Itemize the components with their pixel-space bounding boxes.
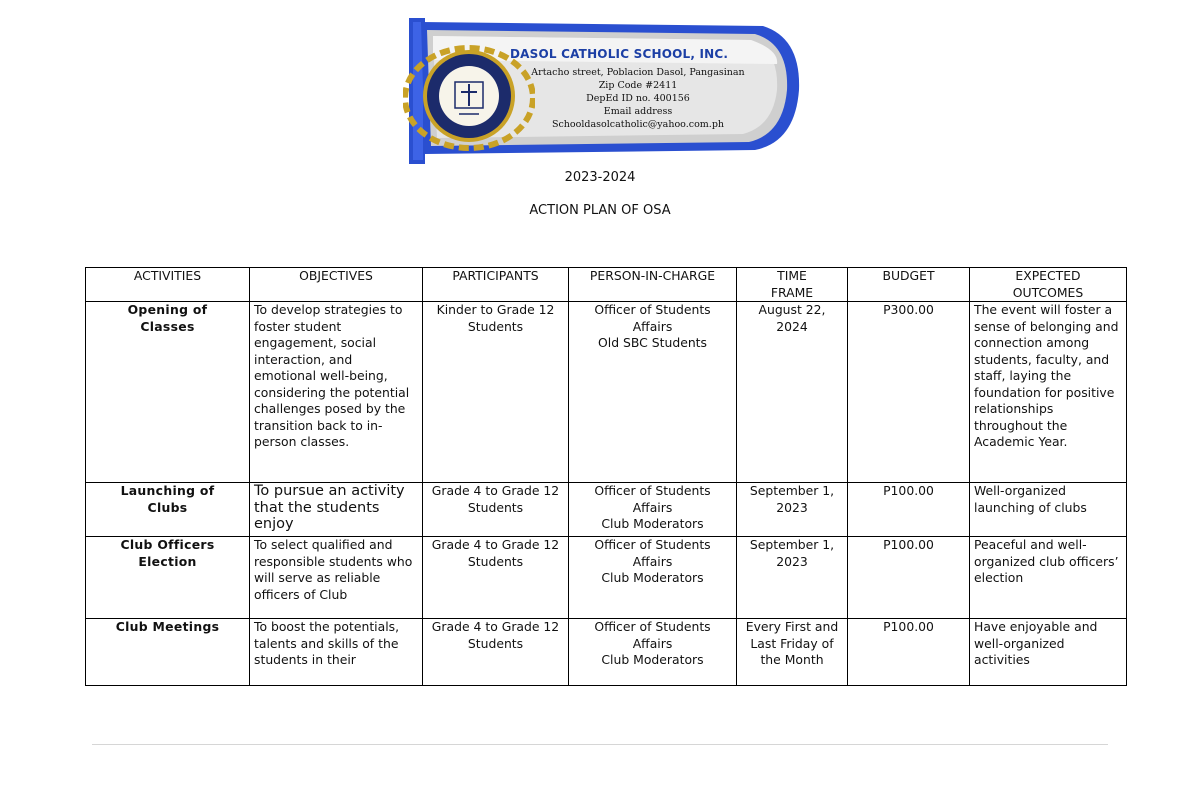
time-frame-cell: September 1, 2023 (737, 483, 848, 537)
budget-cell: P100.00 (848, 619, 970, 686)
header-person-in-charge: PERSON-IN-CHARGE (569, 268, 737, 302)
time-frame-cell: Every First and Last Friday of the Month (737, 619, 848, 686)
document-title: ACTION PLAN OF OSA (529, 203, 671, 218)
person-in-charge-cell (569, 302, 737, 483)
outcomes-cell: Have enjoyable and well-organized activities (970, 619, 1127, 686)
header-time-frame: TIME FRAME (737, 268, 848, 302)
person-line: Officer of Students Affairs Club Moderators (594, 619, 711, 667)
activity-cell: Club Officers Election (86, 537, 250, 619)
person-in-charge-cell (569, 537, 737, 619)
outcomes-cell: Well-organized launching of clubs (970, 483, 1127, 537)
budget-cell: P300.00 (848, 302, 970, 483)
person-in-charge-cell (569, 483, 737, 537)
header-objectives: OBJECTIVES (250, 268, 423, 302)
school-year: 2023-2024 (564, 170, 636, 185)
zip-code-line: Zip Code #2411 (598, 80, 678, 91)
school-address-block (513, 66, 763, 131)
participants-cell: Kinder to Grade 12 Students (423, 302, 569, 483)
objectives-cell: To pursue an activity that the students enjoy (250, 483, 423, 537)
participants-cell: Grade 4 to Grade 12 Students (423, 537, 569, 619)
person-in-charge-cell (569, 619, 737, 686)
participants-cell: Grade 4 to Grade 12 Students (423, 483, 569, 537)
objectives-cell: To boost the potentials, talents and skills of the students in their (250, 619, 423, 686)
activity-cell: Club Meetings (86, 619, 250, 686)
table-row (86, 483, 1127, 537)
activity-cell: Opening of Classes (86, 302, 250, 483)
header-participants: PARTICIPANTS (423, 268, 569, 302)
person-line: Officer of Students Affairs Club Moderators (594, 483, 711, 531)
address-line: Artacho street, Poblacion Dasol, Pangasinan (531, 67, 745, 78)
budget-cell: P100.00 (848, 483, 970, 537)
school-name: DASOL CATHOLIC SCHOOL, INC. (510, 47, 729, 61)
table-row (86, 619, 1127, 686)
person-line: Officer of Students Affairs Old SBC Students (594, 302, 711, 350)
objectives-cell: To select qualified and responsible students who will serve as reliable officers of Club (250, 537, 423, 619)
email-label-line: Email address (603, 106, 673, 117)
outcomes-cell: Peaceful and well-organized club officers’ election (970, 537, 1127, 619)
person-line: Officer of Students Affairs Club Moderators (594, 537, 711, 585)
table-row (86, 302, 1127, 483)
table-header-row (86, 268, 1127, 302)
header-activities: ACTIVITIES (86, 268, 250, 302)
objectives-cell: To develop strategies to foster student engagement, social interaction, and emotional well-being, considering the potential challenges posed by the transition back to in-person classes. (250, 302, 423, 483)
outcomes-cell: The event will foster a sense of belonging and connection among students, faculty, and staff, laying the foundation for positive relationships throughout the Academic Year. (970, 302, 1127, 483)
header-budget: BUDGET (848, 268, 970, 302)
deped-id-line: DepEd ID no. 400156 (586, 93, 690, 104)
time-frame-cell: September 1, 2023 (737, 537, 848, 619)
time-frame-cell: August 22, 2024 (737, 302, 848, 483)
email-line: Schooldasolcatholic@yahoo.com.ph (551, 119, 725, 130)
budget-cell: P100.00 (848, 537, 970, 619)
participants-cell: Grade 4 to Grade 12 Students (423, 619, 569, 686)
table-row (86, 537, 1127, 619)
school-header-banner (403, 14, 803, 166)
action-plan-table (85, 267, 1127, 686)
page-divider (92, 744, 1108, 745)
activity-cell: Launching of Clubs (86, 483, 250, 537)
header-expected-outcomes: EXPECTED OUTCOMES (970, 268, 1127, 302)
